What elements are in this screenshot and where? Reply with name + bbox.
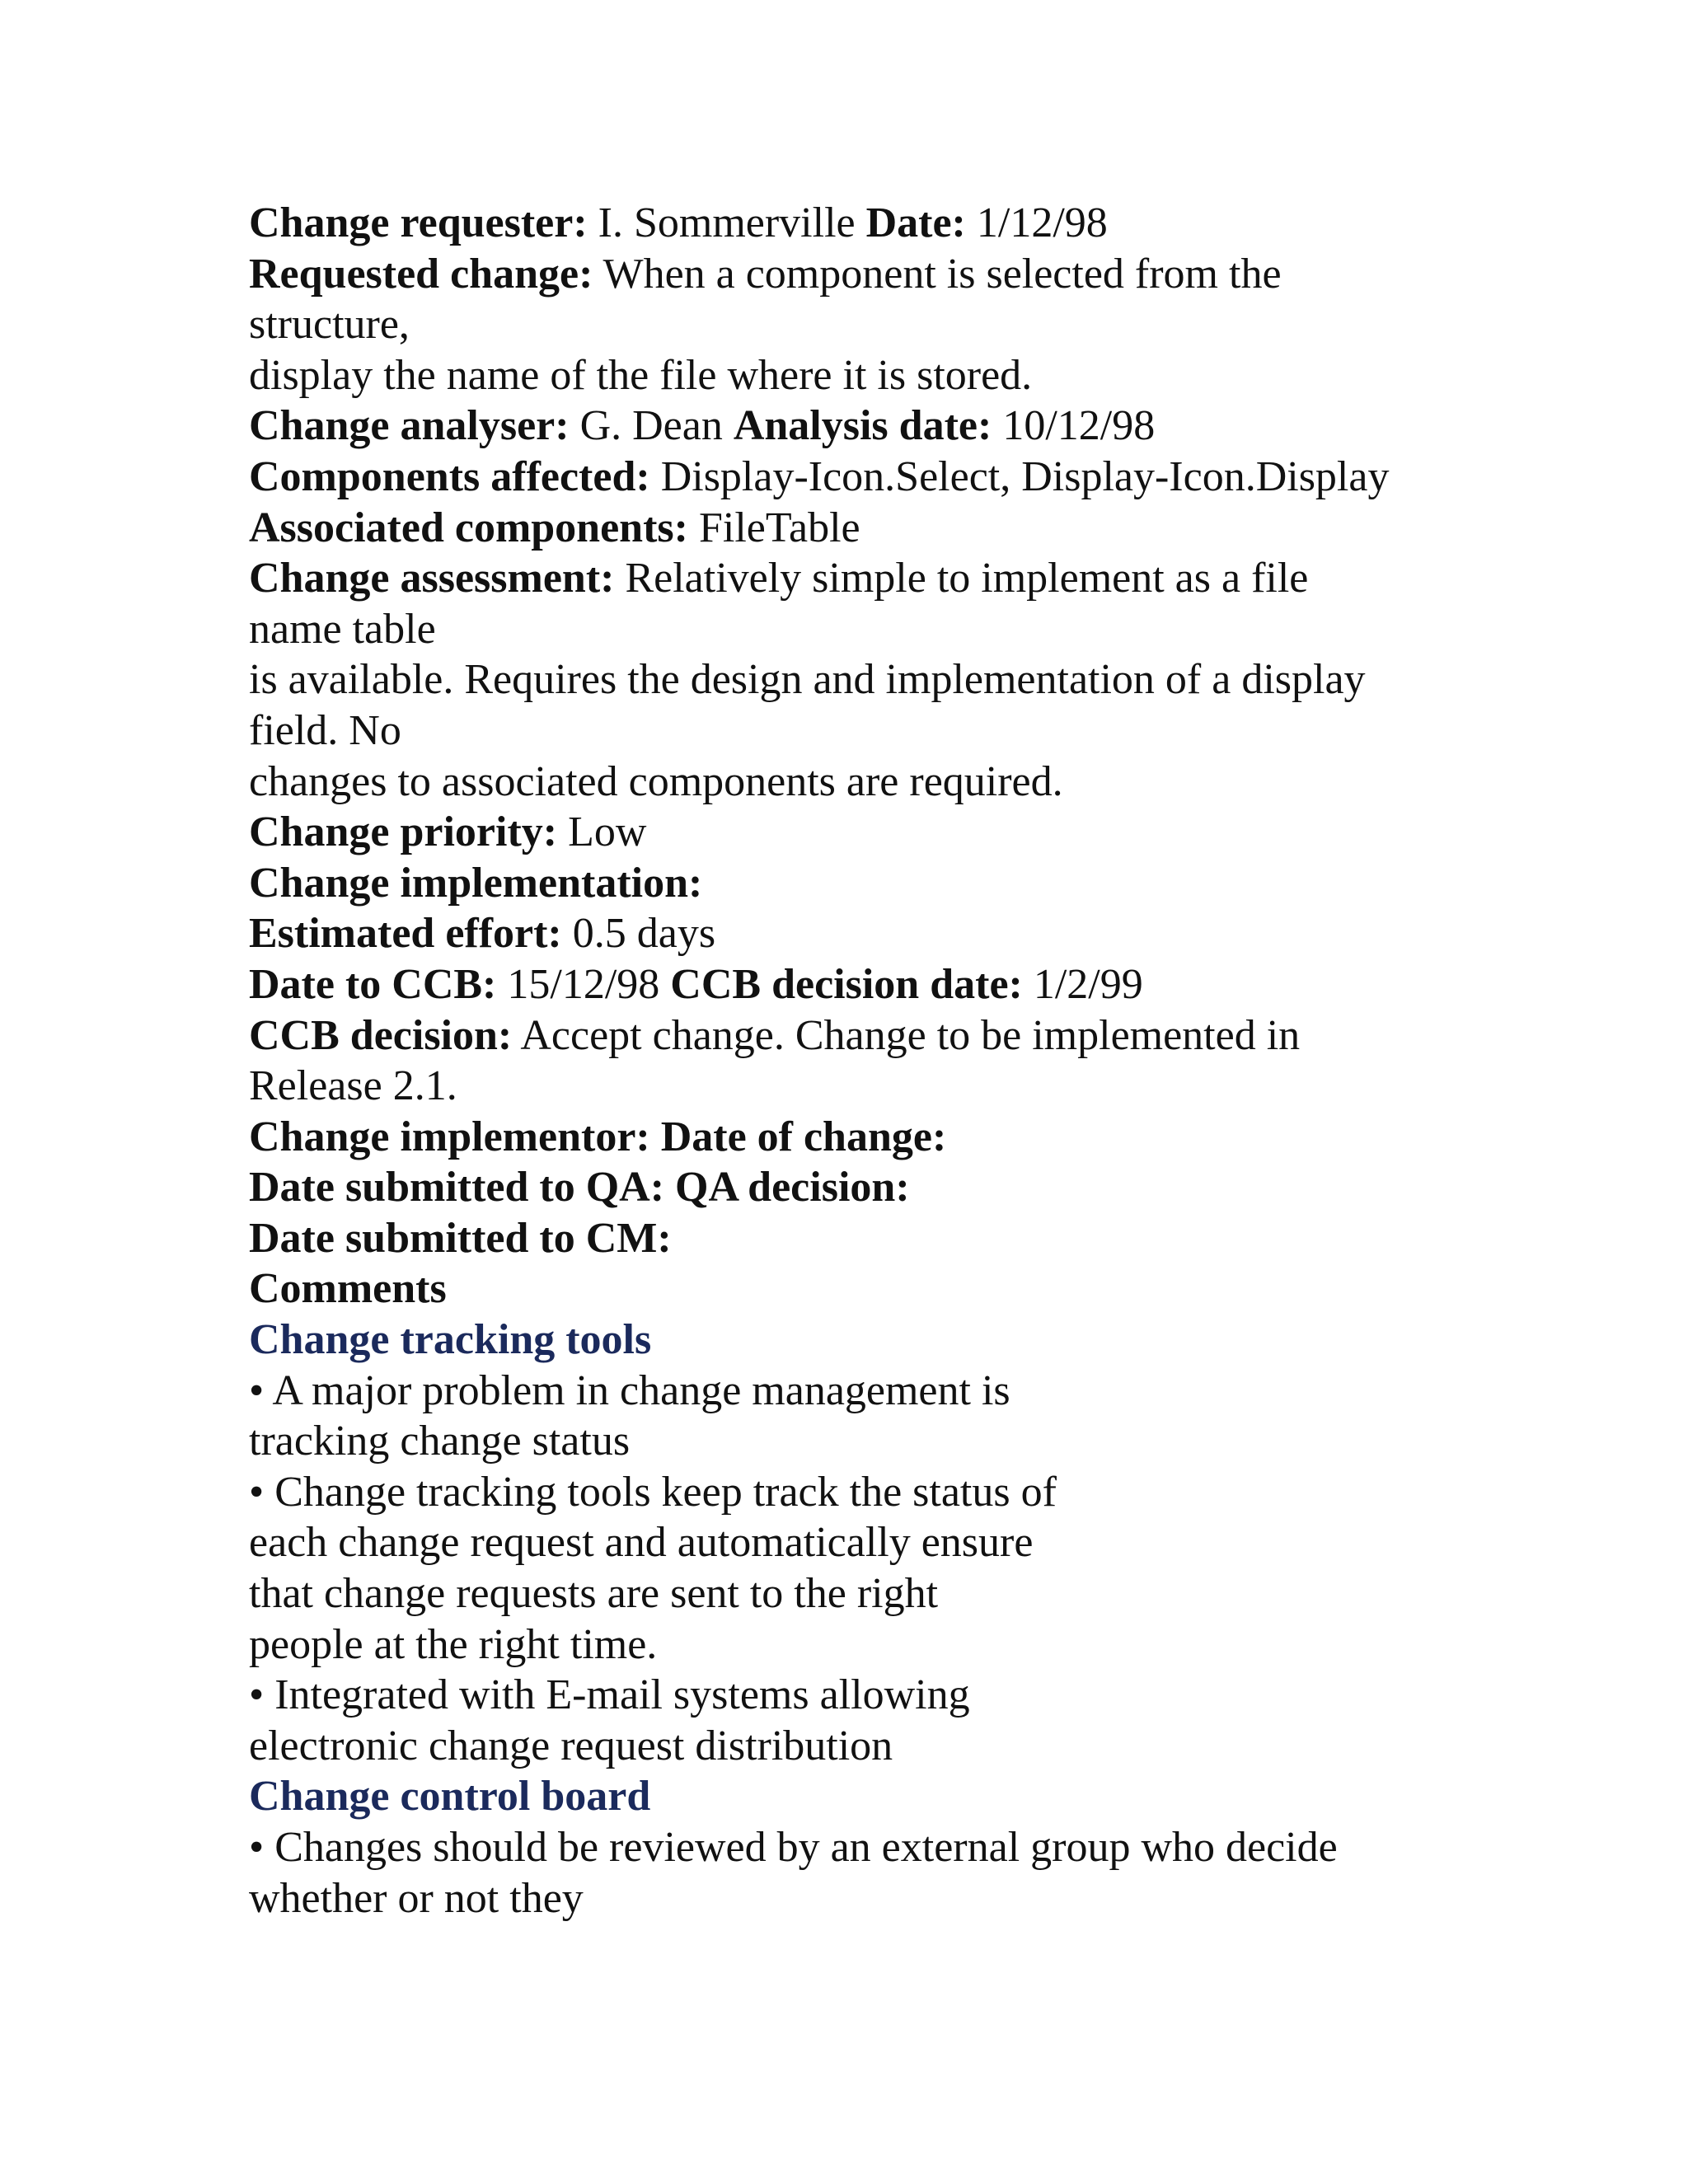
comments-line [249, 1263, 1444, 1315]
components-affected-value: Display-Icon.Select, Display-Icon.Display [649, 452, 1390, 500]
change-requester-label: Change requester: [249, 199, 588, 246]
requested-change-line [249, 249, 1444, 300]
comments-label: Comments [249, 1265, 447, 1313]
change-assessment-continuation: name table [249, 605, 436, 653]
ccb-decision-date-label: CCB decision date: [670, 960, 1023, 1008]
requested-change-continuation: display the name of the file where it is stored. [249, 351, 1033, 399]
change-priority-label: Change priority: [249, 808, 558, 856]
body-line: tracking change status [249, 1418, 631, 1465]
change-implementor-line [249, 1112, 1444, 1163]
body-line: • A major problem in change management is [249, 1366, 1010, 1414]
change-assessment-continuation: changes to associated components are required. [249, 757, 1063, 805]
change-analyser-line [249, 401, 1444, 452]
analysis-date-label: Analysis date: [733, 402, 992, 450]
date-to-ccb-value: 15/12/98 [496, 960, 671, 1008]
change-implementation-label: Change implementation: [249, 859, 703, 907]
date-submitted-qa-label: Date submitted to QA: QA decision: [249, 1164, 910, 1212]
components-affected-line [249, 452, 1444, 503]
change-priority-value: Low [557, 808, 647, 856]
date-submitted-cm-label: Date submitted to CM: [249, 1214, 672, 1262]
section-heading-change-control-board: Change control board [249, 1773, 651, 1821]
change-requester-line [249, 198, 1444, 249]
body-line: that change requests are sent to the right [249, 1570, 939, 1618]
change-analyser-value: G. Dean [569, 402, 734, 450]
requested-change-value: When a component is selected from the [593, 250, 1282, 298]
date-value: 1/12/98 [965, 199, 1108, 246]
ccb-decision-line [249, 1010, 1444, 1062]
section-heading-change-tracking-tools: Change tracking tools [249, 1316, 652, 1364]
associated-components-line [249, 503, 1444, 554]
ccb-decision-value: Accept change. Change to be implemented in [512, 1011, 1301, 1059]
date-submitted-qa-line [249, 1162, 1444, 1213]
change-assessment-value: Relatively simple to implement as a file [614, 555, 1309, 602]
date-to-ccb-line [249, 959, 1444, 1010]
date-to-ccb-label: Date to CCB: [249, 960, 497, 1008]
requested-change-continuation: structure, [249, 301, 410, 349]
body-line: • Change tracking tools keep track the status of [249, 1468, 1057, 1516]
change-implementor-label: Change implementor: Date of change: [249, 1113, 947, 1160]
body-line: people at the right time. [249, 1620, 658, 1668]
change-assessment-continuation: field. No [249, 706, 401, 754]
change-implementation-line [249, 858, 1444, 909]
date-submitted-cm-line [249, 1213, 1444, 1264]
change-assessment-label: Change assessment: [249, 555, 615, 602]
associated-components-label: Associated components: [249, 504, 688, 551]
ccb-decision-label: CCB decision: [249, 1011, 513, 1059]
body-line: each change request and automatically ensure [249, 1519, 1034, 1567]
ccb-decision-continuation: Release 2.1. [249, 1062, 457, 1110]
change-assessment-line [249, 553, 1444, 604]
change-priority-line [249, 807, 1444, 858]
date-label: Date: [865, 199, 966, 246]
body-line: • Changes should be reviewed by an external group who decide [249, 1824, 1338, 1871]
body-line: electronic change request distribution [249, 1722, 893, 1769]
document-page [249, 198, 1444, 1924]
body-line: • Integrated with E-mail systems allowing [249, 1671, 970, 1719]
associated-components-value: FileTable [687, 504, 860, 551]
estimated-effort-line [249, 908, 1444, 959]
ccb-decision-date-value: 1/2/99 [1022, 960, 1143, 1008]
requested-change-label: Requested change: [249, 250, 593, 298]
estimated-effort-value: 0.5 days [561, 910, 716, 958]
change-assessment-continuation: is available. Requires the design and implementation of a display [249, 656, 1366, 704]
body-line: whether or not they [249, 1874, 584, 1922]
change-requester-value: I. Sommerville [587, 199, 866, 246]
change-analyser-label: Change analyser: [249, 402, 570, 450]
components-affected-label: Components affected: [249, 452, 650, 500]
analysis-date-value: 10/12/98 [992, 402, 1156, 450]
estimated-effort-label: Estimated effort: [249, 910, 562, 958]
